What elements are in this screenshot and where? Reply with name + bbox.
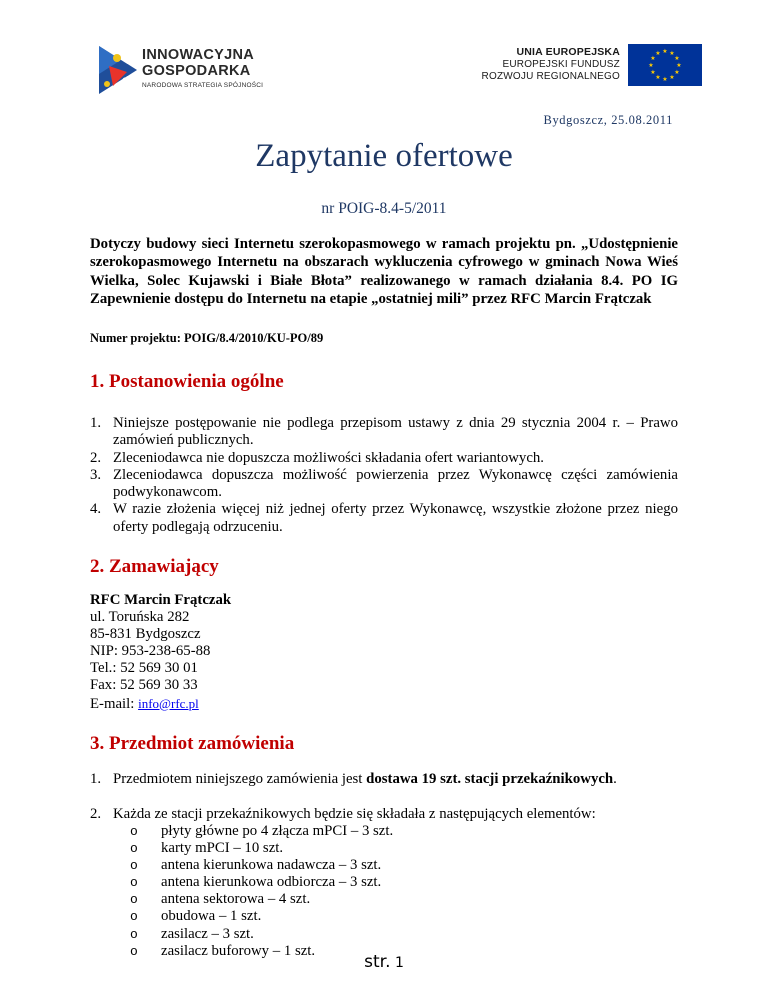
svg-text:★: ★ <box>674 55 680 62</box>
company-name: RFC Marcin Frątczak <box>90 592 232 608</box>
innowacyjna-gospodarka-logo <box>95 42 295 102</box>
svg-text:★: ★ <box>655 50 661 57</box>
fax: Fax: 52 569 30 33 <box>90 677 198 694</box>
phone: Tel.: 52 569 30 01 <box>90 660 198 677</box>
eu-logo <box>470 44 702 86</box>
intro-paragraph: Dotyczy budowy sieci Internetu szerokopasmowego w ramach projektu pn. „Udostępnienie szerokopasmowego Internetu na obszarach wykluczenia cyfrowego w gminach Nowa Wieś Wielka, Solec Kujawski i Białe Błota” realizowanego w ramach działania 8.4. PO IG Zapewnienie dostępu do Internetu na etapie „ostatniej mili” przez RFC Marcin Frątczak <box>90 236 678 308</box>
general-provisions-list <box>90 415 678 536</box>
svg-text:★: ★ <box>650 55 656 62</box>
list-item: o antena kierunkowa nadawcza – 3 szt. <box>130 857 393 874</box>
list-item: o antena kierunkowa odbiorcza – 3 szt. <box>130 874 393 891</box>
ig-logo-line2: GOSPODARKA <box>142 63 251 79</box>
svg-text:★: ★ <box>662 48 668 55</box>
list-item: 4. W razie złożenia więcej niż jednej oferty przez Wykonawcę, wszystkie złożone przez niego oferty podlegają odrzuceniu. <box>90 501 678 535</box>
svg-text:★: ★ <box>676 62 682 69</box>
list-item: o płyty główne po 4 złącza mPCI – 3 szt. <box>130 823 393 840</box>
subject-paragraph-1: 1. Przedmiotem niniejszego zamówienia jest dostawa 19 szt. stacji przekaźnikowych. <box>90 771 617 787</box>
ig-logo-line3: NARODOWA STRATEGIA SPÓJNOŚCI <box>142 82 264 89</box>
list-item: o antena sektorowa – 4 szt. <box>130 891 393 908</box>
document-number: nr POIG-8.4-5/2011 <box>321 200 447 217</box>
subject-bold: dostawa 19 szt. stacji przekaźnikowych <box>366 771 614 787</box>
svg-text:★: ★ <box>669 50 675 57</box>
subject-paragraph-2: 2. Każda ze stacji przekaźnikowych będzie się składała z następujących elementów: <box>90 806 596 822</box>
list-item: 2. Zleceniodawca nie dopuszcza możliwości składania ofert wariantowych. <box>90 449 544 466</box>
section-heading-general: 1. Postanowienia ogólne <box>90 371 284 392</box>
ig-logo-icon <box>97 44 141 96</box>
email-link[interactable]: info@rfc.pl <box>138 695 199 711</box>
list-item: o obudowa – 1 szt. <box>130 908 393 925</box>
svg-text:★: ★ <box>648 62 654 69</box>
street: ul. Toruńska 282 <box>90 609 190 626</box>
eu-logo-line2: EUROPEJSKI FUNDUSZ <box>502 58 620 70</box>
list-item: o zasilacz – 3 szt. <box>130 926 393 943</box>
svg-text:★: ★ <box>650 69 656 76</box>
ig-logo-line1: INNOWACYJNA <box>142 47 255 63</box>
eu-logo-line3: ROZWOJU REGIONALNEGO <box>481 71 620 82</box>
page-number: str. 1 <box>364 952 404 972</box>
orderer-address <box>90 592 231 713</box>
svg-text:★: ★ <box>669 74 675 81</box>
project-number: Numer projektu: POIG/8.4/2010/KU-PO/89 <box>90 331 324 345</box>
list-item: o zasilacz buforowy – 1 szt. <box>130 943 393 960</box>
eu-flag-icon <box>628 44 702 86</box>
section-heading-subject: 3. Przedmiot zamówienia <box>90 733 295 754</box>
svg-text:★: ★ <box>662 76 668 83</box>
list-item: 1. Niniejsze postępowanie nie podlega przepisom ustawy z dnia 29 stycznia 2004 r. – Prawo zamówień publicznych. <box>90 415 678 449</box>
email-row: E-mail: info@rfc.pl <box>90 695 199 712</box>
svg-text:★: ★ <box>674 69 680 76</box>
nip: NIP: 953-238-65-88 <box>90 643 211 660</box>
section-heading-orderer: 2. Zamawiający <box>90 556 219 577</box>
document-date: Bydgoszcz, 25.08.2011 <box>543 113 673 127</box>
list-item: 3. Zleceniodawca dopuszcza możliwość powierzenia przez Wykonawcę części zamówienia podwykonawcom. <box>90 466 678 501</box>
document-title: Zapytanie ofertowe <box>255 138 513 174</box>
eu-logo-line1: UNIA EUROPEJSKA <box>516 46 620 58</box>
components-list <box>130 823 393 960</box>
list-item: o karty mPCI – 10 szt. <box>130 840 393 857</box>
svg-text:★: ★ <box>655 74 661 81</box>
city: 85-831 Bydgoszcz <box>90 626 201 643</box>
